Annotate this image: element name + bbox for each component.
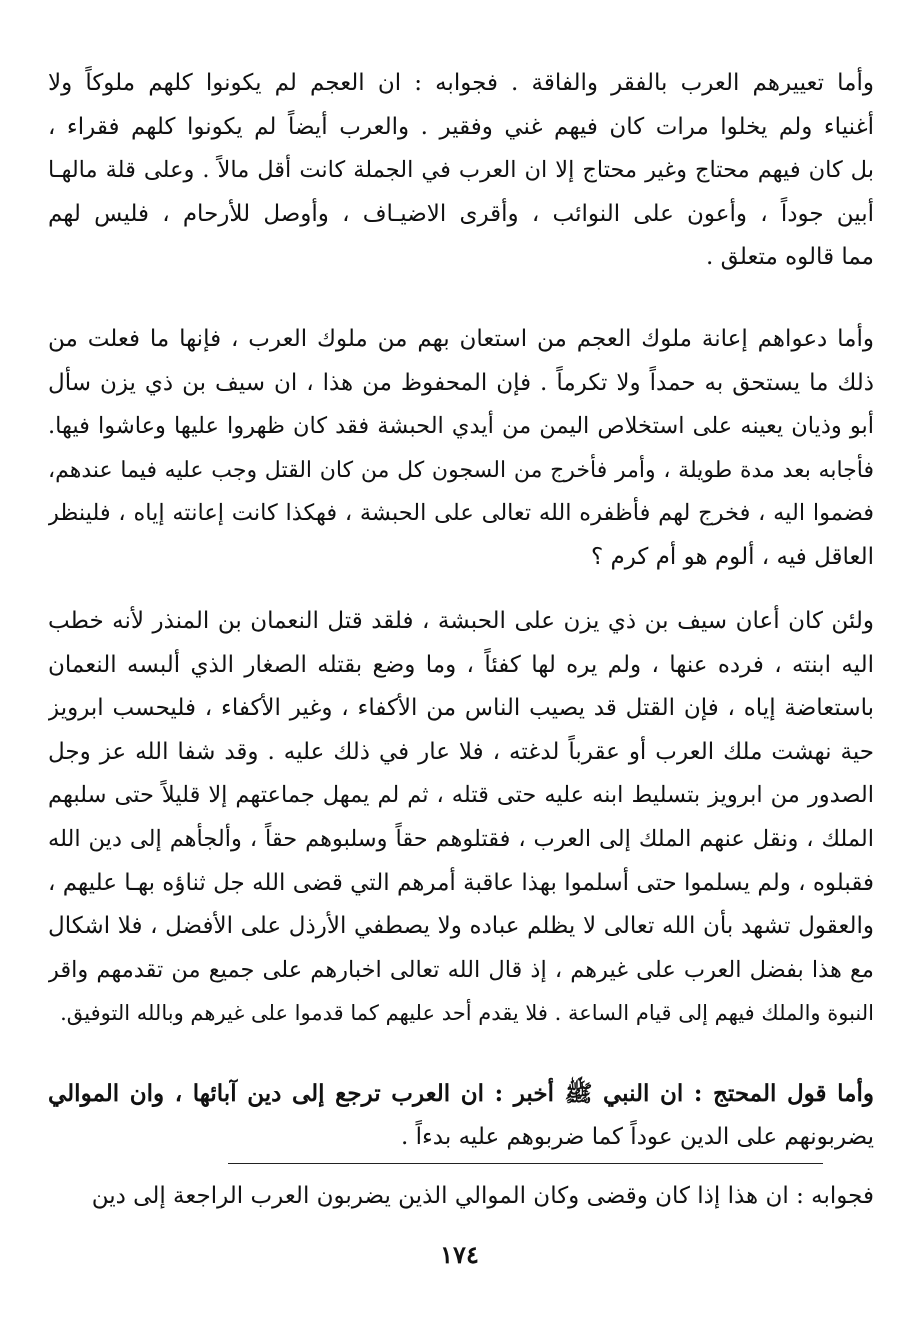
text-line: النبوة والملك فيهم إلى قيام الساعة . فلا يقدم أحد عليهم كما قدموا على غيرهم وبالله التوفيق.	[60, 1001, 874, 1026]
text-line: ولئن كان أعان سيف بن ذي يزن على الحبشة ، فلقد قتل النعمان بن المنذر لأنه خطب	[48, 608, 874, 634]
text-line: فجوابه : ان هذا إذا كان وقضى وكان الموالي الذين يضربون العرب الراجعة إلى دين	[91, 1183, 874, 1209]
text-line: بل كان فيهم محتاج وغير محتاج إلا ان العرب في الجملة كانت أقل مالاً . وعلى قلة مالهـا	[48, 157, 874, 184]
text-line: أغنياء ولم يخلوا مرات كان فيهم غني وفقير . والعرب أيضاً لم يكونوا كلهم فقراء ،	[48, 113, 874, 140]
paragraph-reply-continued	[48, 1175, 874, 1219]
text-line: وأما تعييرهم العرب بالفقر والفاقة . فجوابه : ان العجم لم يكونوا كلهم ملوكاً ولا	[48, 70, 874, 96]
text-line: مع هذا بفضل العرب على غيرهم ، إذ قال الله تعالى اخبارهم على جميع من تقدمهم واقر	[48, 956, 874, 983]
paragraph-saif-numan	[48, 600, 874, 1036]
text-line: مما قالوه متعلق .	[706, 244, 874, 271]
text-line: فأجابه بعد مدة طويلة ، وأمر فأخرج من السجون كل من كان القتل وجب عليه فيما عندهم،	[48, 457, 874, 483]
text-line: الصدور من ابرويز بتسليط ابنه عليه حتى قتله ، ثم لم يمهل جماعتهم إلا قليلاً حتى سلبهم	[48, 782, 874, 809]
text-line: حية نهشت ملك العرب أو عقرباً لدغته ، فلا عار في ذلك عليه . وقد شفا الله عز وجل	[48, 738, 874, 765]
text-line: أبين جوداً ، وأعون على النوائب ، وأقرى الاضيـاف ، وأوصل للأرحام ، فليس لهم	[48, 200, 874, 227]
paragraph-poverty-reply	[48, 62, 874, 280]
paragraph-objector-claim	[48, 1072, 874, 1159]
text-line: ذلك ما يستحق به حمداً ولا تكرماً . فإن المحفوظ من هذا ، ان سيف بن ذي يزن سأل	[48, 369, 874, 396]
text-line: فضموا اليه ، فخرج لهم فأظفره الله تعالى على الحبشة ، فهكذا كانت إعانته إياه ، فلينظر	[48, 500, 874, 527]
text-line: أبو وذيان يعينه على استخلاص اليمن من أيدي الحبشة فقد كان ظهروا عليها وعاشوا فيها.	[48, 413, 874, 440]
text-line: فقبلوه ، ولم يسلموا حتى أسلموا بهذا عاقبة أمرهم التي قضى الله جل ثناؤه بهـا عليهم ،	[48, 869, 874, 896]
paragraph-persian-aid	[48, 318, 874, 580]
text-line: باستعاضة إياه ، فإن القتل قد يصيب الناس من الأكفاء ، وغير الأكفاء ، فليحسب ابرويز	[48, 695, 874, 722]
text-line: وأما دعواهم إعانة ملوك العجم من استعان بهم من ملوك العرب ، فإنها ما فعلت من	[48, 326, 874, 352]
text-line: العاقل فيه ، ألوم هو أم كرم ؟	[590, 543, 874, 570]
page-number: ١٧٤	[440, 1240, 479, 1269]
text-line: والعقول تشهد بأن الله تعالى لا يظلم عباده ولا يصطفي الأرذل على الأفضل ، فلا اشكال	[48, 913, 874, 940]
text-line: يضربونهم على الدين عوداً كما ضربوهم عليه بدءاً .	[400, 1123, 874, 1150]
footnote-divider	[228, 1163, 823, 1164]
text-line: الملك ، ونقل عنهم الملك إلى العرب ، فقتلوهم حقاً وسلبوهم حقاً ، وألجأهم إلى دين الله	[48, 825, 874, 852]
text-line: اليه ابنته ، فرده عنها ، ولم يره لها كفئاً ، وما وضع بقتله الصغار الذي ألبسه النعمان	[48, 651, 874, 678]
text-line: وأما قول المحتج : ان النبي ﷺ أخبر : ان العرب ترجع إلى دين آبائها ، وان الموالي	[48, 1080, 874, 1107]
